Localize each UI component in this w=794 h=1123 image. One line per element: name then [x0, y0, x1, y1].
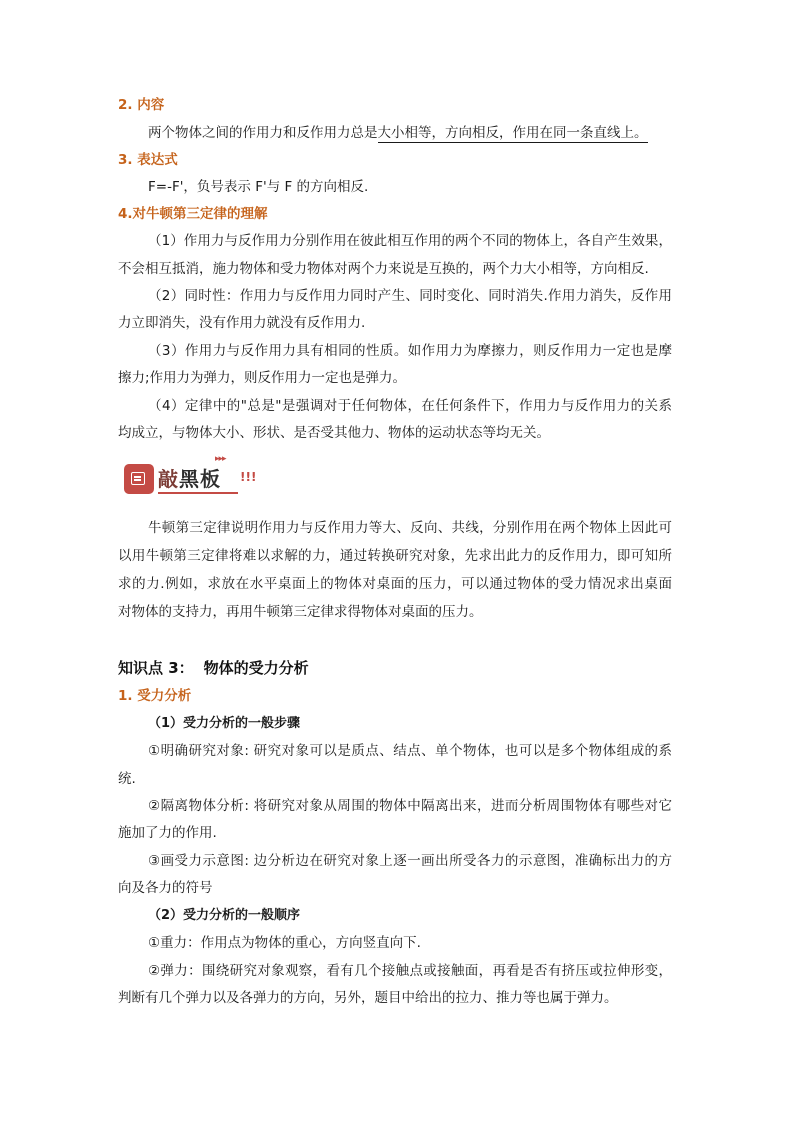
understanding-p2-line2: 力立即消失，没有作用力就没有反作用力.	[118, 315, 366, 331]
step3-line2: 向及各力的符号	[118, 880, 213, 896]
order-elastic-line1: ②弹力：围绕研究对象观察，看有几个接触点或接触面，再看是否有挤压或拉伸形变，	[148, 963, 672, 979]
expression-text: F=-F'，负号表示 F'与 F 的方向相反.	[148, 179, 369, 195]
card-check-icon	[124, 464, 154, 494]
knowledge-point-name: 物体的受力分析	[203, 659, 309, 677]
section-heading-expression: 3. 表达式	[118, 152, 178, 168]
key-point-badge	[124, 454, 264, 498]
step2-line1: ②隔离物体分析: 将研究对象从周围的物体中隔离出来，进而分析周围物体有哪些对它	[148, 798, 672, 814]
section-heading-force-analysis: 1. 受力分析	[118, 688, 192, 704]
step2-line2: 施加了力的作用.	[118, 825, 217, 841]
understanding-p3-line2: 擦力;作用力为弹力，则反作用力一定也是弹力。	[118, 370, 407, 386]
understanding-p2-line1: （2）同时性：作用力与反作用力同时产生、同时变化、同时消失.作用力消失，反作用	[148, 288, 672, 304]
understanding-p4-line1: （4）定律中的"总是"是强调对于任何物体，在任何条件下，作用力与反作用力的关系	[148, 398, 672, 414]
badge-underline	[158, 492, 238, 494]
note-line-3: 求的力.例如，求放在水平桌面上的物体对桌面的压力，可以通过物体的受力情况求出桌面	[118, 576, 672, 592]
understanding-p1-line2: 不会相互抵消，施力物体和受力物体对两个力来说是互换的，两个力大小相等，方向相反.	[118, 261, 649, 277]
badge-exclamation: !!!	[240, 470, 257, 484]
order-gravity: ①重力：作用点为物体的重心，方向竖直向下.	[148, 935, 421, 951]
understanding-p3-line1: （3）作用力与反作用力具有相同的性质。如作用力为摩擦力，则反作用力一定也是摩	[148, 343, 672, 359]
content-text-underlined: 大小相等，方向相反，作用在同一条直线上。	[377, 125, 648, 141]
understanding-p1-line1: （1）作用力与反作用力分别作用在彼此相互作用的两个不同的物体上，各自产生效果，	[148, 233, 672, 249]
step1-line2: 统.	[118, 771, 136, 787]
section-heading-understanding: 4.对牛顿第三定律的理解	[118, 206, 268, 222]
badge-label-rest: 黑板	[179, 467, 221, 491]
note-line-2: 以用牛顿第三定律将难以求解的力，通过转换研究对象，先求出此力的反作用力，即可知所	[118, 548, 672, 564]
badge-label	[158, 464, 221, 494]
step3-line1: ③画受力示意图: 边分析边在研究对象上逐一画出所受各力的示意图，准确标出力的方	[148, 853, 672, 869]
step1-line1: ①明确研究对象: 研究对象可以是质点、结点、单个物体，也可以是多个物体组成的系	[148, 743, 672, 759]
content-text-plain: 两个物体之间的作用力和反作用力总是	[148, 125, 378, 141]
understanding-p4-line2: 均成立，与物体大小、形状、是否受其他力、物体的运动状态等均无关。	[118, 425, 550, 441]
section-content-text	[148, 123, 678, 143]
subheading-steps: （1）受力分析的一般步骤	[148, 716, 301, 731]
badge-label-first: 敲	[158, 467, 179, 491]
order-elastic-line2: 判断有几个弹力以及各弹力的方向，另外，题目中给出的拉力、推力等也属于弹力。	[118, 990, 618, 1006]
note-line-1: 牛顿第三定律说明作用力与反作用力等大、反向、共线，分别作用在两个物体上因此可	[148, 520, 672, 536]
subheading-order: （2）受力分析的一般顺序	[148, 908, 301, 923]
section-heading-content: 2. 内容	[118, 97, 165, 113]
knowledge-point-title	[118, 657, 678, 679]
badge-arrows-icon: ▸▸▸	[215, 454, 226, 464]
note-line-4: 对物体的支持力，再用牛顿第三定律求得物体对桌面的压力。	[118, 604, 483, 620]
knowledge-point-label: 知识点 3：	[118, 659, 194, 677]
